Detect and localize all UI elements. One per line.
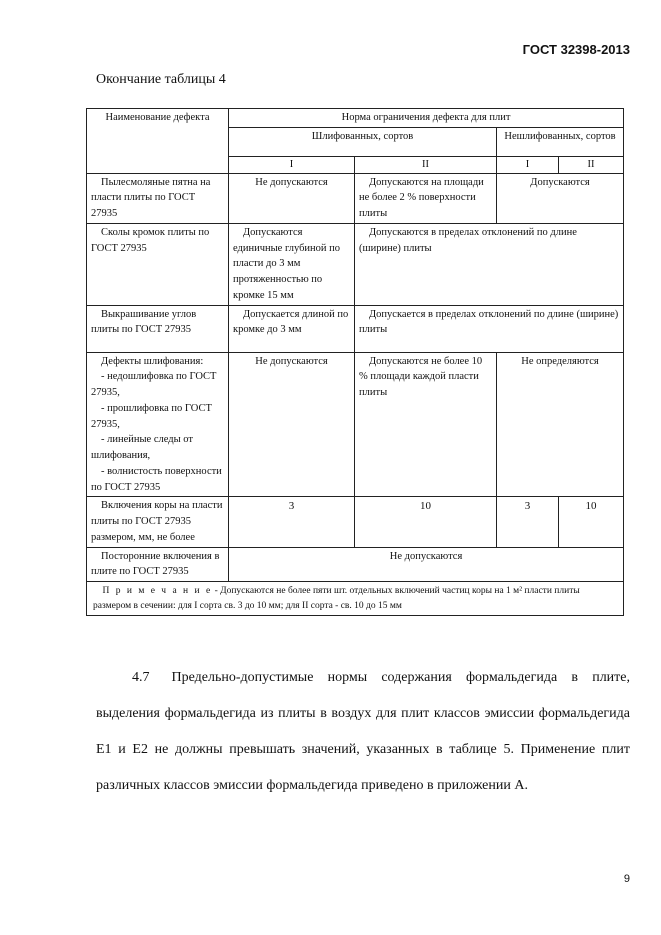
norm-cell: Допускаются на площади не более 2 % поверхности плиты bbox=[355, 173, 497, 223]
table-row bbox=[87, 223, 624, 305]
defect-name bbox=[87, 352, 229, 497]
norm-value: 10 bbox=[559, 497, 624, 547]
grade-header: II bbox=[559, 156, 624, 173]
header-norm: Норма ограничения дефекта для плит bbox=[229, 109, 624, 128]
defect-name: Посторонние включения в плите по ГОСТ 27935 bbox=[87, 547, 229, 582]
norm-value: 3 bbox=[497, 497, 559, 547]
table-caption: Окончание таблицы 4 bbox=[96, 72, 226, 87]
table-note bbox=[87, 582, 624, 616]
table-header-row bbox=[87, 109, 624, 128]
norm-cell: Допускается в пределах отклонений по длине (ширине) плиты bbox=[355, 305, 624, 352]
table-row bbox=[87, 352, 624, 497]
defect-item: - линейные следы от шлифования, bbox=[91, 434, 193, 461]
norm-value: 10 bbox=[355, 497, 497, 547]
norm-cell: Не допускаются bbox=[229, 173, 355, 223]
grade-header: II bbox=[355, 156, 497, 173]
grade-header: I bbox=[229, 156, 355, 173]
defect-name: Включения коры на пласти плиты по ГОСТ 27935 размером, мм, не более bbox=[87, 497, 229, 547]
defect-group-title: Дефекты шлифования: bbox=[101, 355, 204, 367]
header-unsanded: Нешлифованных, сортов bbox=[497, 127, 624, 156]
defect-item: - прошлифовка по ГОСТ 27935, bbox=[91, 402, 212, 430]
document-code: ГОСТ 32398-2013 bbox=[522, 42, 630, 57]
note-text: - Допускаются не более пяти шт. отдельных включений частиц коры на 1 м² пласти плиты размером в сечении: для I сорта св. 3 до 10 мм; для II сорта - св. 10 до 15 мм bbox=[93, 586, 580, 611]
header-defect-name: Наименование дефекта bbox=[87, 109, 229, 174]
defect-item: - недошлифовка по ГОСТ 27935, bbox=[91, 371, 217, 398]
note-label: П р и м е ч а н и е bbox=[102, 586, 213, 596]
norm-cell: Не допускаются bbox=[229, 547, 624, 582]
table-row bbox=[87, 173, 624, 223]
header-sanded: Шлифованных, сортов bbox=[229, 127, 497, 156]
grade-header: I bbox=[497, 156, 559, 173]
norm-cell: Не допускаются bbox=[229, 352, 355, 497]
page-number: 9 bbox=[623, 873, 630, 885]
norm-cell: Допускается длиной по кромке до 3 мм bbox=[229, 305, 355, 352]
table-note-row bbox=[87, 582, 624, 616]
table-row bbox=[87, 305, 624, 352]
table-row bbox=[87, 497, 624, 547]
norm-cell: Допускаются bbox=[497, 173, 624, 223]
paragraph-text: Предельно-допустимые нормы содержания формальдегида в плите, выделения формальдегида из плиты в воздух для плит классов эмиссии формальдегида Е1 и Е2 не должны превышать значений, указанных в таблице 5. Применение плит различных классов эмиссии формальдегида приведено в приложении А. bbox=[96, 670, 630, 793]
norm-cell: Не определяются bbox=[497, 352, 624, 497]
norm-cell: Допускаются в пределах отклонений по длине (ширине) плиты bbox=[355, 223, 624, 305]
defect-name: Выкрашивание углов плиты по ГОСТ 27935 bbox=[87, 305, 229, 352]
paragraph-4-7 bbox=[96, 660, 630, 804]
defects-table bbox=[86, 108, 624, 616]
paragraph-number: 4.7 bbox=[132, 670, 150, 685]
norm-cell: Допускаются не более 10 % площади каждой пласти плиты bbox=[355, 352, 497, 497]
norm-cell: Допускаются единичные глубиной по пласти до 3 мм протяженностью по кромке 15 мм bbox=[229, 223, 355, 305]
norm-value: 3 bbox=[229, 497, 355, 547]
defect-item: - волнистость поверхности по ГОСТ 27935 bbox=[91, 465, 222, 493]
defect-name: Пылесмоляные пятна на пласти плиты по ГОСТ 27935 bbox=[87, 173, 229, 223]
defect-name: Сколы кромок плиты по ГОСТ 27935 bbox=[87, 223, 229, 305]
table-row bbox=[87, 547, 624, 582]
